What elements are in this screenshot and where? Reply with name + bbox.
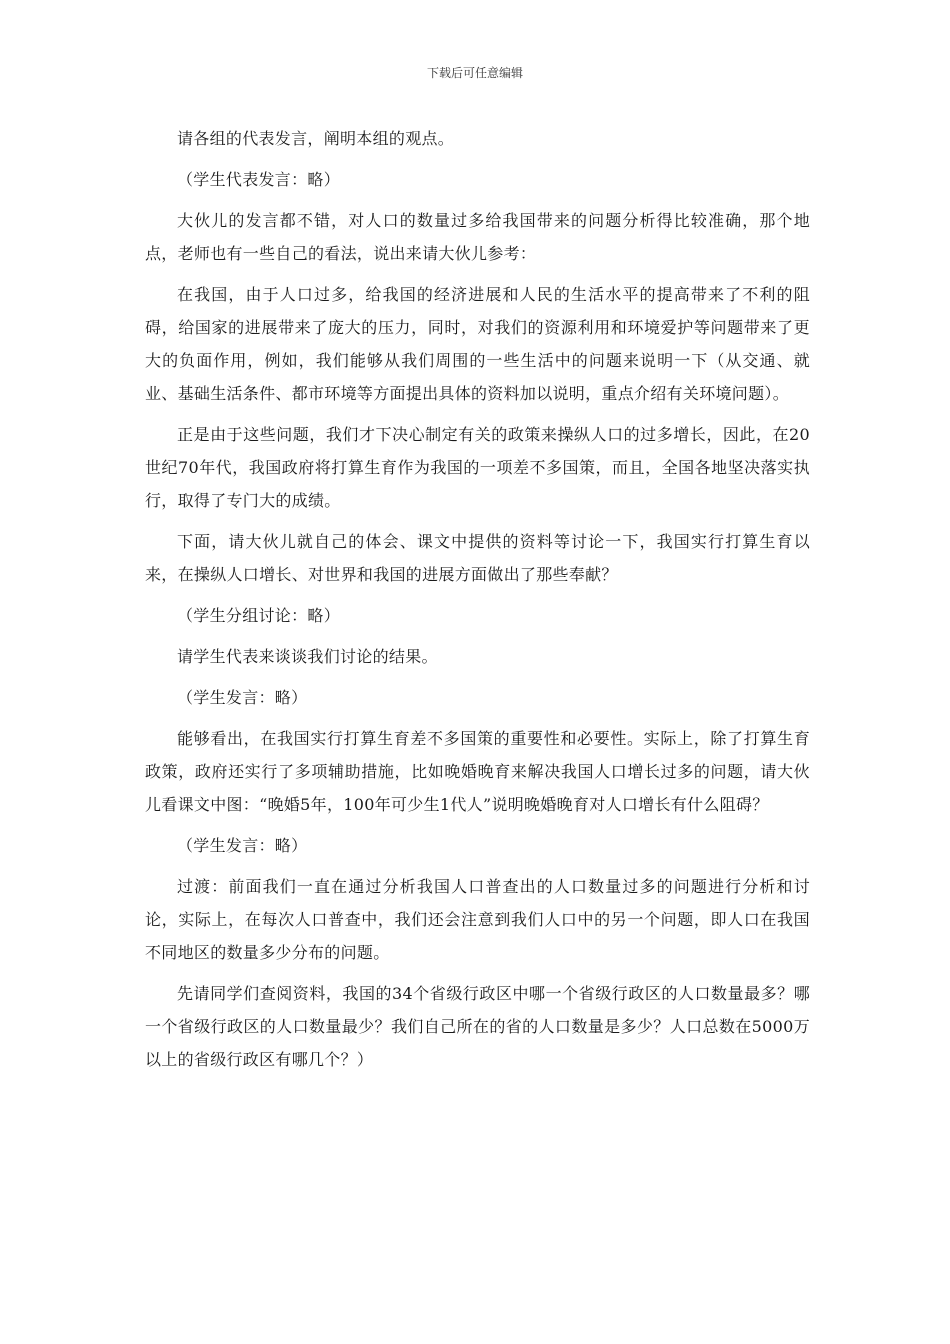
paragraph: 在我国，由于人口过多，给我国的经济进展和人民的生活水平的提高带来了不利的阻碍，给国家的进展带来了庞大的压力，同时，对我们的资源利用和环境爱护等问题带来了更大的负面作用，例如，我们能够从我们周围的一些生活中的问题来说明一下（从交通、就业、基础生活条件、都市环境等方面提出具体的资料加以说明，重点介绍有关环境问题）。 — [145, 285, 810, 403]
paragraph: 大伙儿的发言都不错，对人口的数量过多给我国带来的问题分析得比较准确，那个地点，老师也有一些自己的看法，说出来请大伙儿参考： — [145, 211, 810, 263]
paragraph: 能够看出，在我国实行打算生育差不多国策的重要性和必要性。实际上，除了打算生育政策，政府还实行了多项辅助措施，比如晚婚晚育来解决我国人口增长过多的问题，请大伙儿看课文中图：“晚婚5年，100年可少生1代人”说明晚婚晚育对人口增长有什么阻碍？ — [145, 729, 810, 814]
paragraph: 请各组的代表发言，阐明本组的观点。 — [177, 129, 455, 148]
paragraph: （学生发言：略） — [177, 688, 308, 707]
paragraph: （学生发言：略） — [177, 836, 308, 855]
paragraph: （学生分组讨论：略） — [177, 606, 341, 625]
paragraph: （学生代表发言：略） — [177, 170, 341, 189]
paragraph: 下面，请大伙儿就自己的体会、课文中提供的资料等讨论一下，我国实行打算生育以来，在操纵人口增长、对世界和我国的进展方面做出了那些奉献？ — [145, 532, 810, 584]
paragraph: 请学生代表来谈谈我们讨论的结果。 — [177, 647, 438, 666]
document-body — [145, 122, 810, 1084]
paragraph: 过渡：前面我们一直在通过分析我国人口普查出的人口数量过多的问题进行分析和讨论，实际上，在每次人口普查中，我们还会注意到我们人口中的另一个问题，即人口在我国不同地区的数量多少分布的问题。 — [145, 877, 810, 962]
paragraph: 正是由于这些问题，我们才下决心制定有关的政策来操纵人口的过多增长，因此，在20世纪70年代，我国政府将打算生育作为我国的一项差不多国策，而且，全国各地坚决落实执行，取得了专门大的成绩。 — [145, 425, 810, 510]
page-header: 下载后可任意编辑 — [426, 66, 523, 80]
paragraph: 先请同学们查阅资料，我国的34个省级行政区中哪一个省级行政区的人口数量最多？哪一个省级行政区的人口数量最少？我们自己所在的省的人口数量是多少？人口总数在5000万以上的省级行政区有哪几个？） — [145, 984, 810, 1069]
